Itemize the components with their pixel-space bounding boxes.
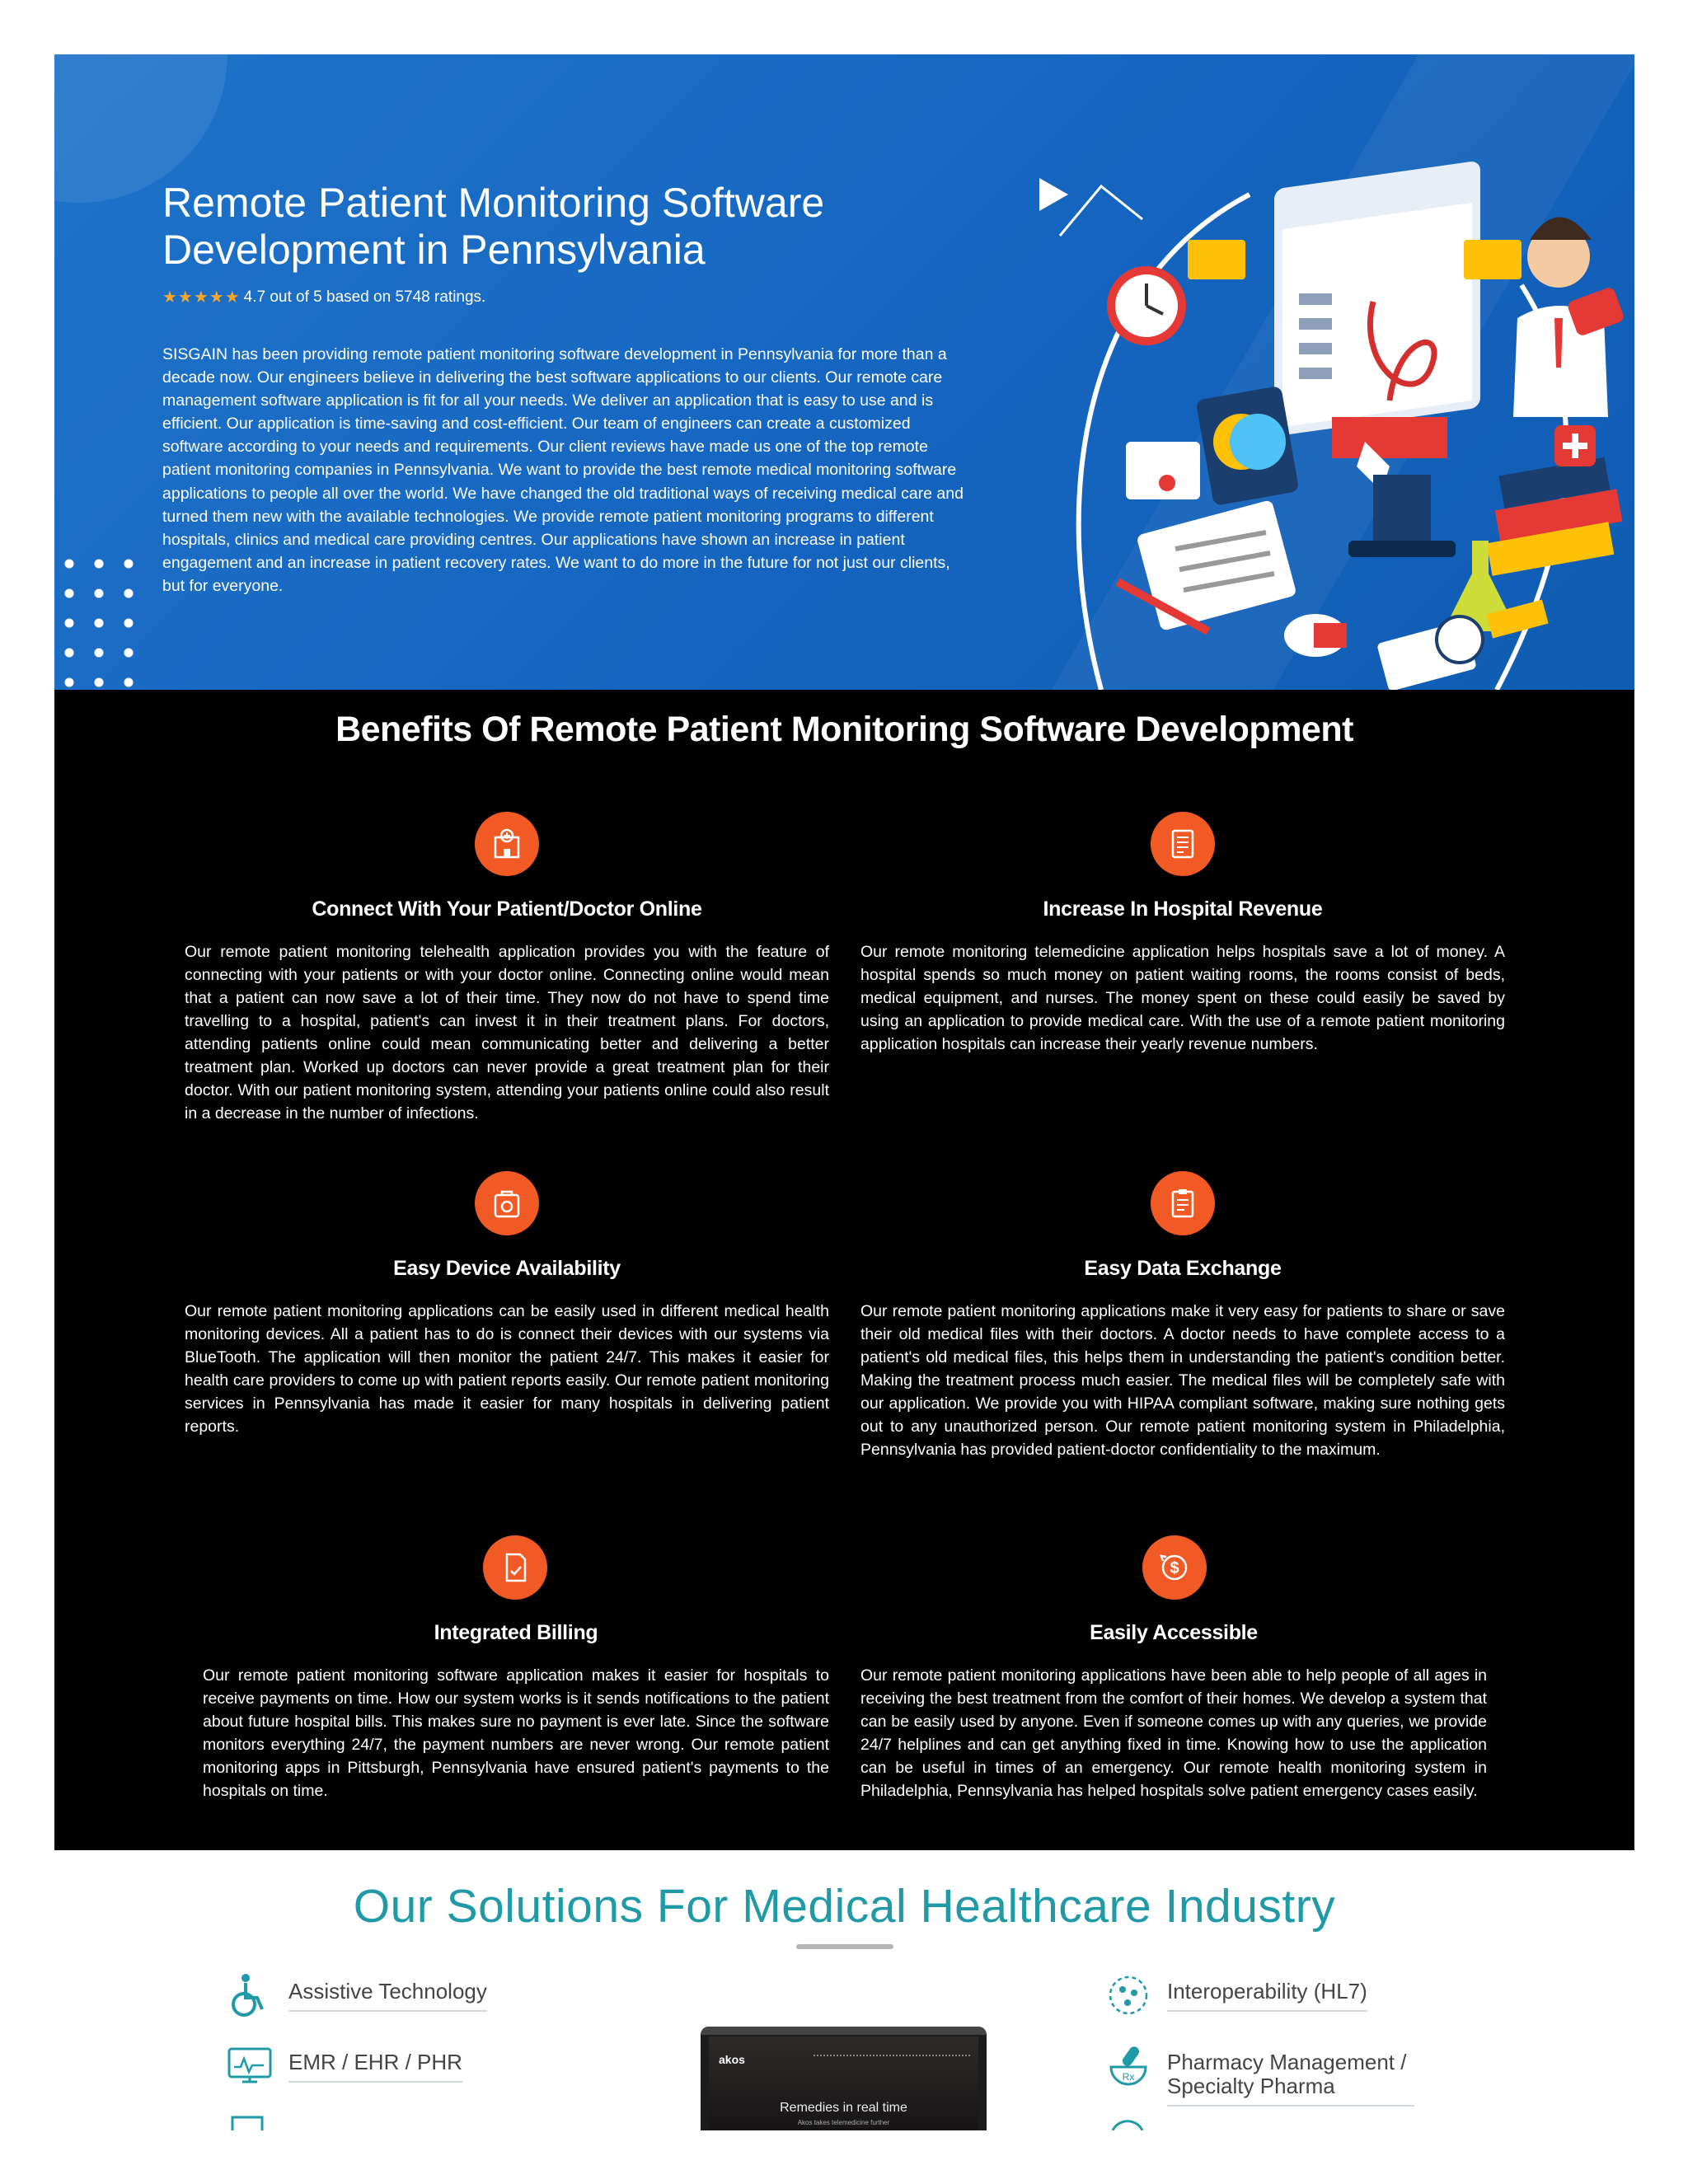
list-icon [226, 2114, 274, 2130]
hero-section [54, 54, 1634, 690]
solution-label: Interoperability (HL7) [1167, 1971, 1367, 2012]
benefit-card-device [185, 1171, 829, 1435]
interoperability-icon [1104, 1971, 1152, 2019]
solutions-title: Our Solutions For Medical Healthcare Industry [353, 1880, 1336, 1933]
svg-text:$: $ [1170, 1559, 1179, 1577]
solution-item-emr[interactable] [226, 2042, 462, 2090]
device-icon [475, 1171, 539, 1235]
benefit-text: Our remote patient monitoring applications can be easily used in different medical health monitoring devices. All a patient has to do is connect their devices with our systems via BlueTooth. The application will then monitor the patient 24/7. This makes it easier for health care providers to come up with patient reports easily. Our remote patient monitoring services in Pennsylvania has made it easier for many hospitals in delivering patient reports. [185, 1302, 829, 1436]
decorative-dots [54, 549, 137, 690]
solution-item-partial-right[interactable] [1104, 2114, 1167, 2130]
benefit-card-revenue [860, 812, 1505, 1059]
refresh-icon [1104, 2114, 1152, 2130]
solution-label: Pharmacy Management / Specialty Pharma [1167, 2042, 1414, 2107]
benefit-text: Our remote patient monitoring applications make it very easy for patients to share or save their old medical files with their doctors. A doctor needs to have complete access to a patient's old medical files, this helps them in understanding the patient's condition better. Making the treatment process much easier. The medical files will be completely safe with our application. We provide you with HIPAA compliant software, making sure nothing gets out to any unauthorized person. Our remote patient monitoring system in Philadelphia, Pennsylvania has provided patient-doctor confidentiality to the maximum. [860, 1302, 1505, 1459]
benefit-text: Our remote patient monitoring telehealth application provides you with the feature of connecting with your patients or with your doctor online. Connecting online would mean that a patient can now save a lot of their time. They now do not have to spend time travelling to a hospital, patient's can invest it in their treatment plans. For doctors, attending patients online could mean communicating better and delivering a better treatment plan. Worked up doctors can never provide a great treatment plan for their doctor. With our patient monitoring system, attending your patients online could also result in a decrease in the number of infections. [185, 943, 829, 1122]
solution-item-assistive[interactable] [226, 1971, 487, 2019]
benefit-card-connect [185, 812, 829, 1125]
clipboard-icon [1151, 1171, 1215, 1235]
benefit-title: Increase In Hospital Revenue [1043, 898, 1323, 921]
title-underline [796, 1944, 893, 1949]
solution-label: EMR / EHR / PHR [288, 2042, 462, 2083]
benefit-card-billing [203, 1535, 829, 1816]
hospital-icon [475, 812, 539, 876]
page-title: Remote Patient Monitoring Software Development in Pennsylvania [162, 180, 825, 273]
benefit-card-accessible [860, 1535, 1487, 1832]
benefit-card-data-exchange [860, 1171, 1505, 1501]
invoice-icon [483, 1535, 547, 1600]
document-icon [1151, 812, 1215, 876]
solution-item-interoperability[interactable] [1104, 1971, 1367, 2019]
hero-description: SISGAIN has been providing remote patient monitoring software development in Pennsylvania for more than a decade now. Our engineers believe in delivering the best software applications to our clients. Our remote care management software application is fit for all your needs. We deliver an application that is easy to use and is efficient. Our application is time-saving and cost-efficient. Our team of engineers can create a customized software according to your needs and requirements. Our client reviews have made us one of the top remote patient monitoring companies in Pennsylvania. We want to provide the best remote medical monitoring software applications to people all over the world. We have changed the old traditional ways of receiving medical care and turned them new with the available technologies. We provide remote patient monitoring programs to different hospitals, clinics and medical care providing centres. Our applications have shown an increase in patient engagement and an increase in patient recovery rates. We want to do more in the future for not just our clients, but for everyone. [162, 345, 964, 595]
solution-item-pharmacy[interactable] [1104, 2042, 1414, 2107]
benefits-title: Benefits Of Remote Patient Monitoring Software Development [335, 710, 1353, 749]
svg-text:Rx: Rx [1122, 2071, 1135, 2083]
solutions-section [54, 1850, 1634, 2130]
benefit-text: Our remote patient monitoring software application makes it easier for hospitals to receive payments on time. How our system works is it sends notifications to the patient about future hospital bills. This makes sure no payment is ever late. Since the software monitors everything 24/7, the payment numbers are never wrong. Our remote patient monitoring apps in Pittsburgh, Pennsylvania have ensured patient's payments to the hospitals on time. [203, 1666, 829, 1800]
benefit-title: Easily Accessible [1090, 1621, 1258, 1644]
dollar-cycle-icon [1142, 1535, 1207, 1600]
pharmacy-icon [1104, 2042, 1152, 2090]
app-preview[interactable] [701, 2027, 987, 2130]
benefit-text: Our remote patient monitoring applications have been able to help people of all ages in receiving the best treatment from the comfort of their homes. We develop a system that can be easily used by anyone. Even if someone comes up with any queries, we provide 24/7 helplines and can get anything fixed in time. Knowing how to use the application can be useful in times of an emergency. Our remote health monitoring system in Philadelphia, Pennsylvania has helped hospitals solve patient emergency cases easily. [860, 1666, 1487, 1800]
solution-item-partial[interactable] [226, 2114, 288, 2130]
emr-monitor-icon [226, 2042, 274, 2090]
preview-subline: Akos takes telemedicine further [797, 2119, 890, 2126]
remote-monitoring-illustration-icon [1002, 54, 1634, 690]
solution-label: Assistive Technology [288, 1971, 487, 2012]
benefits-section [54, 690, 1634, 1850]
benefit-title: Easy Data Exchange [1084, 1257, 1282, 1280]
benefit-title: Connect With Your Patient/Doctor Online [312, 898, 702, 921]
benefit-title: Integrated Billing [434, 1621, 598, 1644]
wheelchair-icon [226, 1971, 274, 2019]
rating [162, 287, 485, 307]
benefit-text: Our remote monitoring telemedicine application helps hospitals save a lot of money. A hospital spends so much money on patient waiting rooms, the rooms consist of beds, medical equipment, and nurses. The money spent on these could easily be saved by using an application to provide medical care. With the use of a remote patient monitoring application hospitals can increase their yearly revenue numbers. [860, 943, 1505, 1053]
benefit-title: Easy Device Availability [393, 1257, 621, 1280]
preview-logo: akos [719, 2053, 745, 2066]
preview-headline: Remedies in real time [780, 2101, 907, 2115]
star-rating-icon: ★★★★★ [162, 288, 241, 307]
preview-nav [814, 2055, 970, 2061]
rating-text: 4.7 out of 5 based on 5748 ratings. [243, 288, 486, 306]
